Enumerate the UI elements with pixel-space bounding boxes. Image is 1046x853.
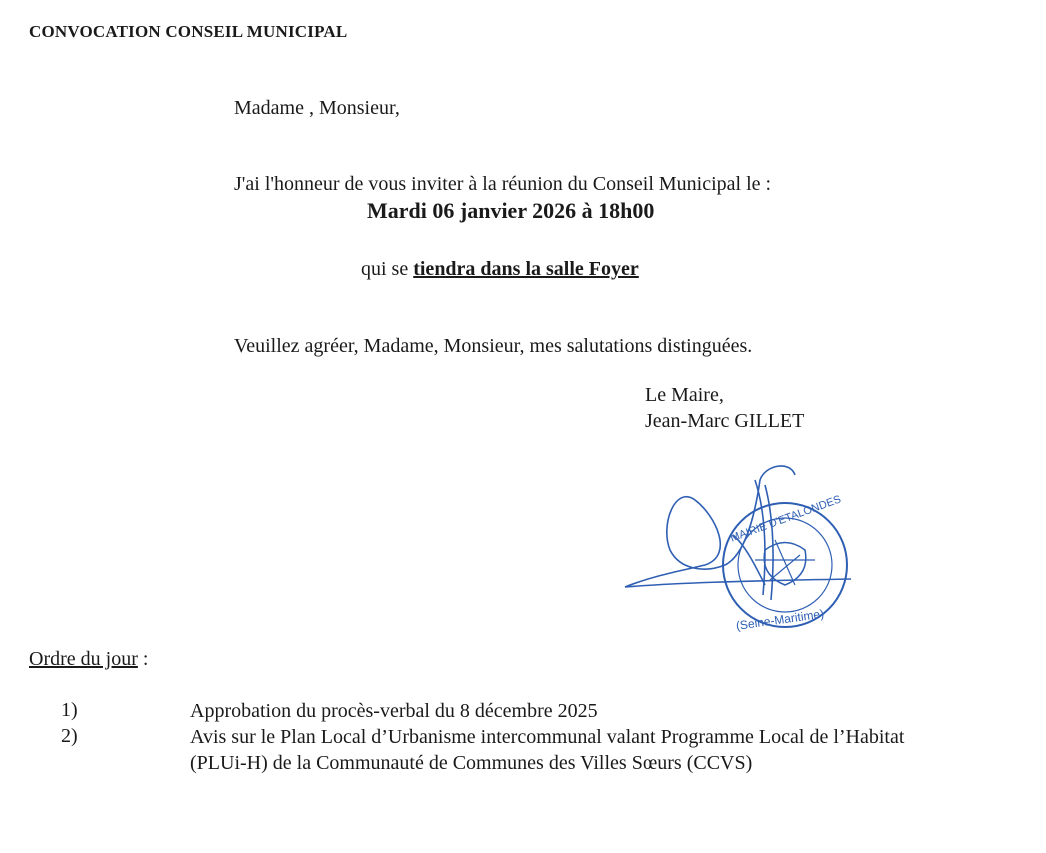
invitation-text: J'ai l'honneur de vous inviter à la réunion du Conseil Municipal le : [234,173,772,195]
signature-stamp [615,455,860,640]
stamp-region: (Seine-Maritime) [735,606,825,633]
location-prefix: qui se [361,258,414,280]
stamp-text: MAIRIE D'ETALONDES [728,493,843,545]
agenda-label: Ordre du jour [29,648,138,670]
signatory-role: Le Maire, [645,384,724,406]
agenda-item-text: Avis sur le Plan Local d’Urbanisme intercommunal valant Programme Local de l’Habitat [190,726,905,748]
agenda-item-text: Approbation du procès-verbal du 8 décembre 2025 [190,700,598,722]
location-line [361,258,639,281]
agenda-colon: : [137,648,149,670]
salutation: Madame , Monsieur, [234,97,400,119]
agenda-item-text-cont: (PLUi-H) de la Communauté de Communes des Villes Sœurs (CCVS) [190,752,753,774]
meeting-datetime: Mardi 06 janvier 2026 à 18h00 [367,198,655,223]
agenda-heading [29,648,148,671]
document-title: CONVOCATION CONSEIL MUNICIPAL [29,22,348,41]
agenda-item-number: 1) [61,699,78,721]
closing-text: Veuillez agréer, Madame, Monsieur, mes salutations distinguées. [234,335,753,357]
location-name: tiendra dans la salle Foyer [413,258,639,280]
agenda-item-number: 2) [61,725,78,747]
signatory-name: Jean-Marc GILLET [645,410,805,432]
